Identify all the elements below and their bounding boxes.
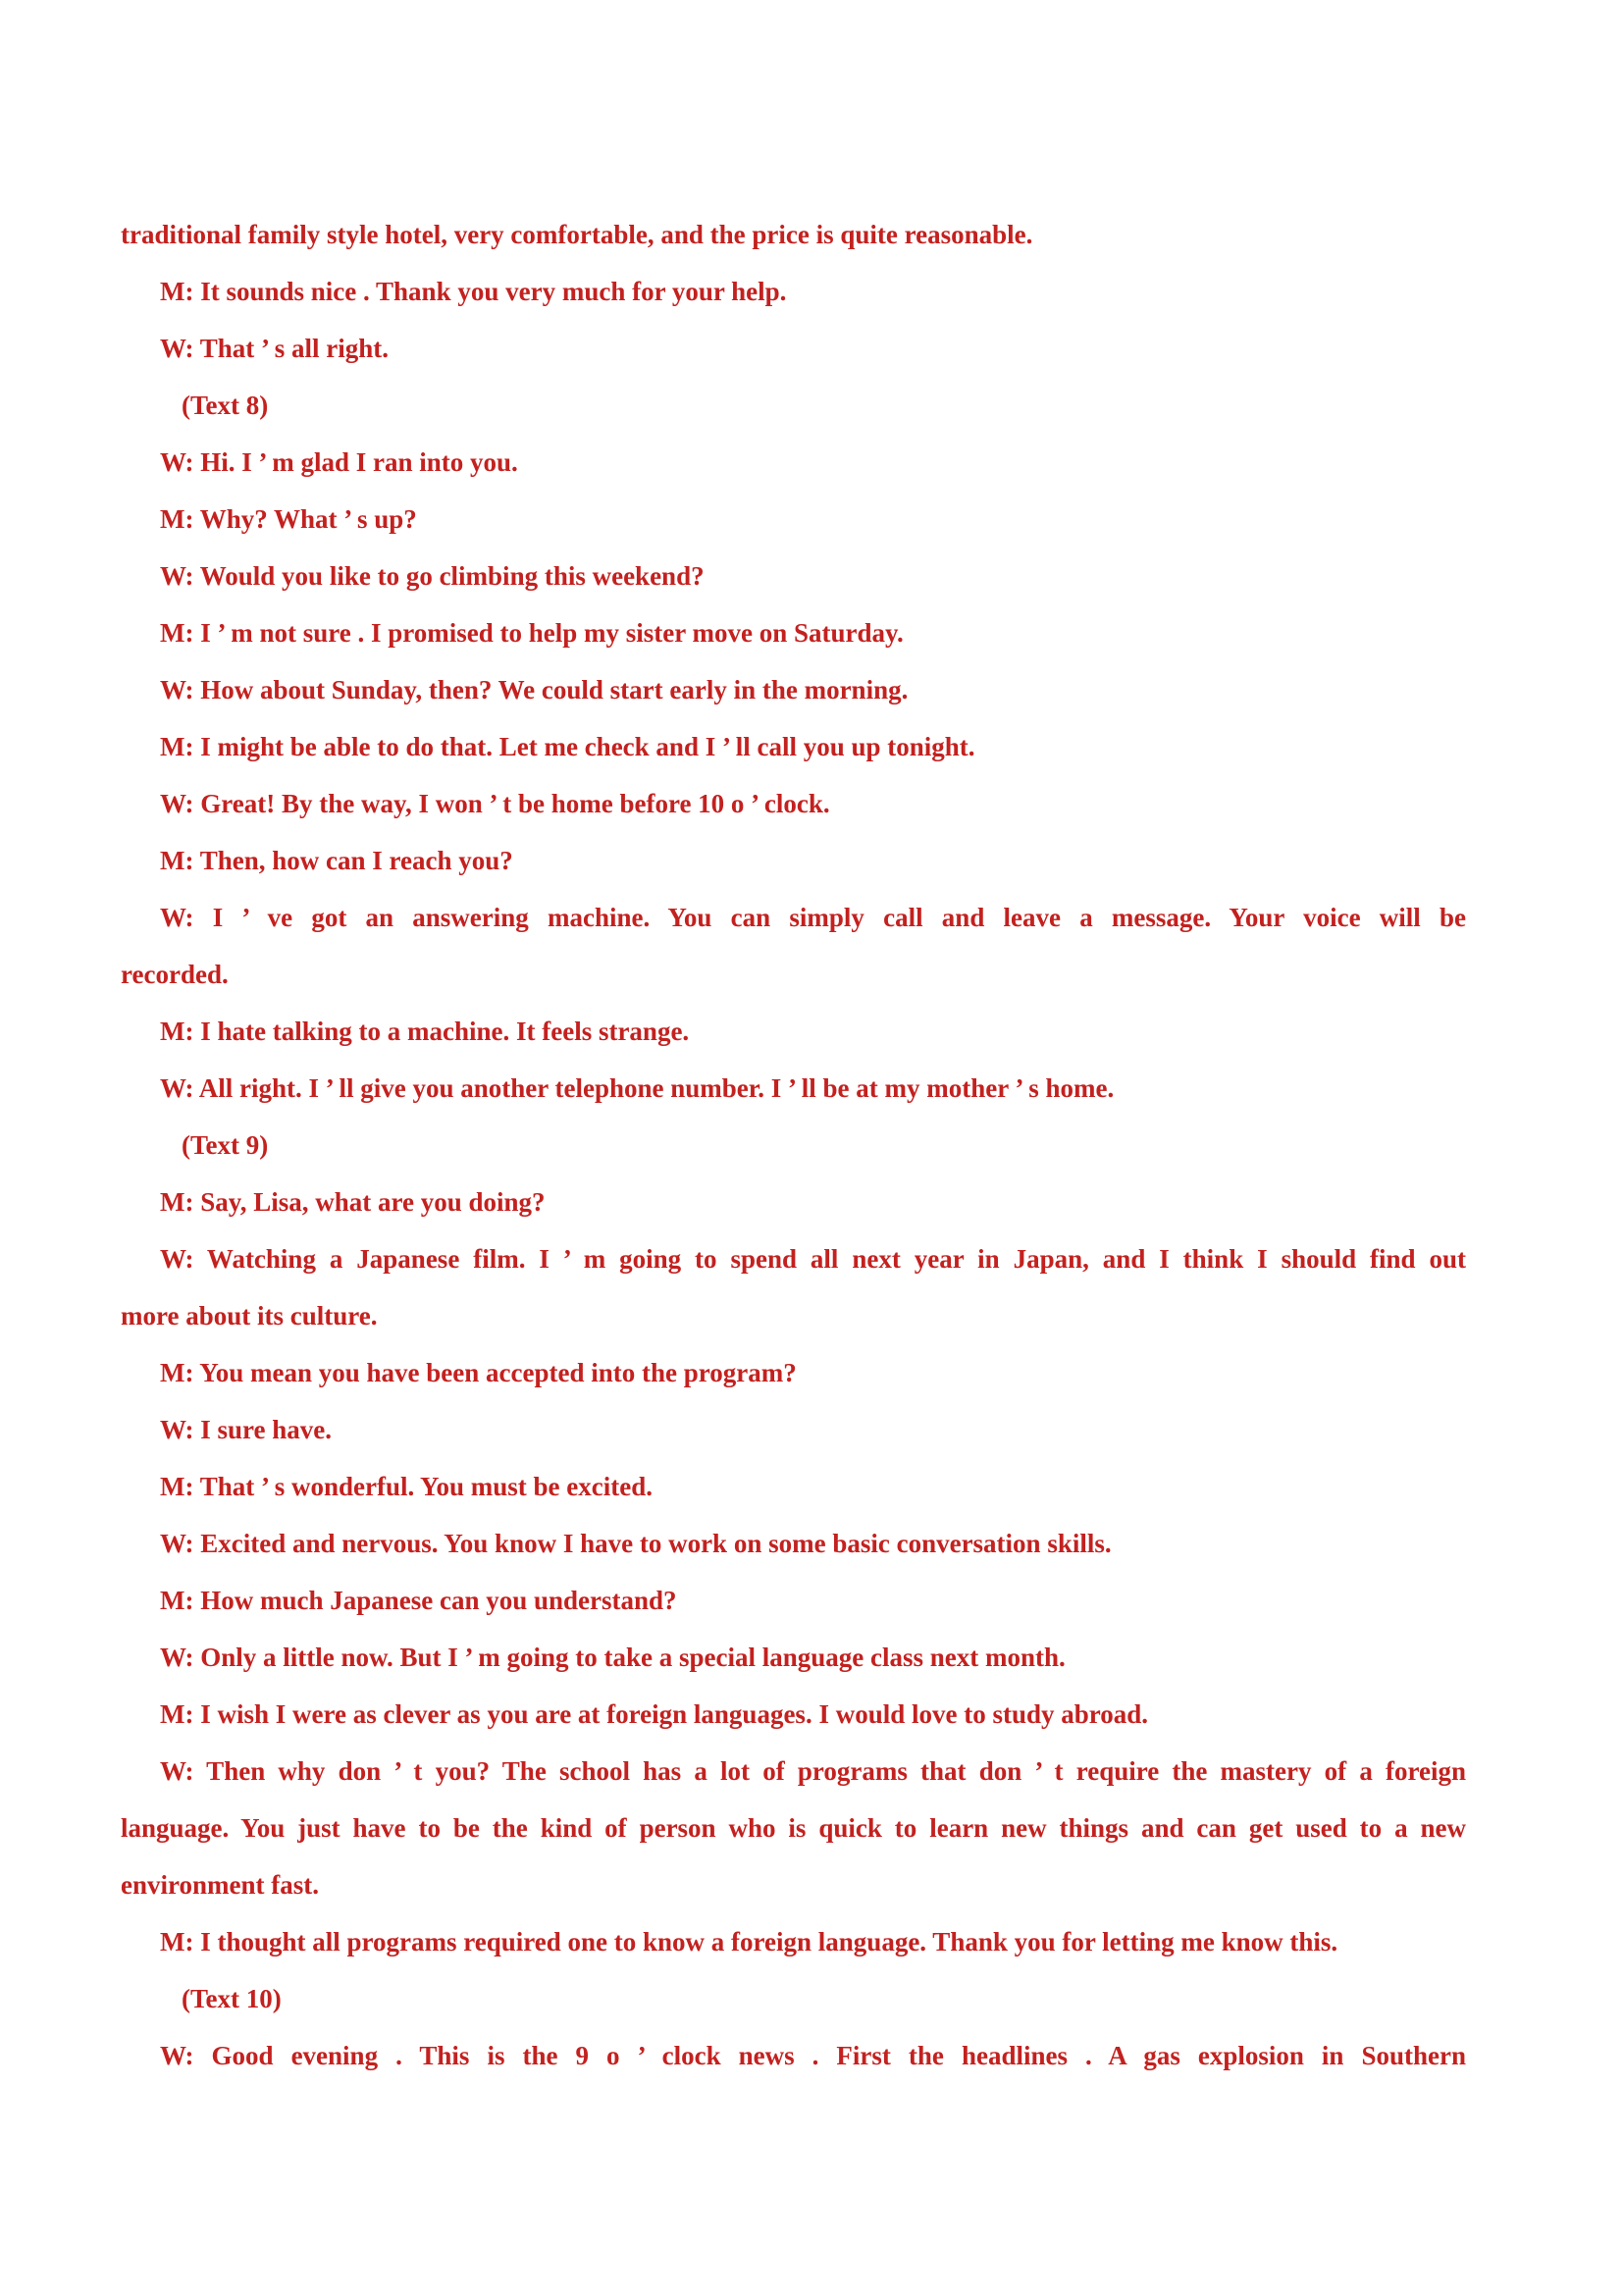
text-section-label: (Text 9): [182, 1130, 269, 1160]
text-section-label: (Text 8): [182, 391, 269, 420]
dialogue-line: W: Would you like to go climbing this weekend?: [160, 561, 705, 591]
dialogue-line: W: Watching a Japanese film. I ’ m going to spend all next year in Japan, and I think I should find out: [160, 1244, 1466, 1274]
dialogue-line: M: I might be able to do that. Let me check and I ’ ll call you up tonight.: [160, 732, 975, 761]
transcript-content: [121, 206, 1466, 2084]
dialogue-line: M: How much Japanese can you understand?: [160, 1586, 677, 1615]
dialogue-line: M: Why? What ’ s up?: [160, 504, 417, 534]
dialogue-line: W: I ’ ve got an answering machine. You can simply call and leave a message. Your voice will be: [160, 903, 1466, 932]
dialogue-line: W: That ’ s all right.: [160, 334, 390, 363]
dialogue-line: W: All right. I ’ ll give you another telephone number. I ’ ll be at my mother ’ s home.: [160, 1073, 1115, 1103]
continuation-line: more about its culture.: [121, 1301, 378, 1331]
dialogue-line: M: That ’ s wonderful. You must be excited.: [160, 1472, 653, 1501]
dialogue-line: M: You mean you have been accepted into the program?: [160, 1358, 797, 1387]
text-section-label: (Text 10): [182, 1984, 282, 2013]
dialogue-line: M: Say, Lisa, what are you doing?: [160, 1187, 546, 1217]
dialogue-line: W: Only a little now. But I ’ m going to take a special language class next month.: [160, 1643, 1066, 1672]
dialogue-line: M: I hate talking to a machine. It feels strange.: [160, 1017, 690, 1046]
dialogue-line: W: Hi. I ’ m glad I ran into you.: [160, 447, 518, 477]
dialogue-line: W: Excited and nervous. You know I have to work on some basic conversation skills.: [160, 1529, 1112, 1558]
dialogue-line: M: I ’ m not sure . I promised to help my sister move on Saturday.: [160, 618, 904, 648]
dialogue-line: W: How about Sunday, then? We could start early in the morning.: [160, 675, 909, 704]
continuation-line: recorded.: [121, 960, 229, 989]
dialogue-line: W: Then why don ’ t you? The school has a lot of programs that don ’ t require the mastery of a foreign: [160, 1756, 1466, 1786]
dialogue-line: M: I thought all programs required one to know a foreign language. Thank you for letting me know this.: [160, 1927, 1338, 1957]
dialogue-line: W: I sure have.: [160, 1415, 333, 1444]
continuation-line: language. You just have to be the kind of person who is quick to learn new things and can get used to a new: [121, 1813, 1466, 1843]
dialogue-line: M: Then, how can I reach you?: [160, 846, 513, 875]
continuation-line: environment fast.: [121, 1870, 319, 1900]
dialogue-line: M: I wish I were as clever as you are at foreign languages. I would love to study abroad.: [160, 1699, 1149, 1729]
dialogue-line: W: Great! By the way, I won ’ t be home before 10 o ’ clock.: [160, 789, 830, 818]
dialogue-line: W: Good evening . This is the 9 o ’ clock news . First the headlines . A gas explosion in Southern: [160, 2041, 1466, 2070]
continuation-line: traditional family style hotel, very comfortable, and the price is quite reasonable.: [121, 220, 1033, 249]
dialogue-line: M: It sounds nice . Thank you very much for your help.: [160, 277, 787, 306]
